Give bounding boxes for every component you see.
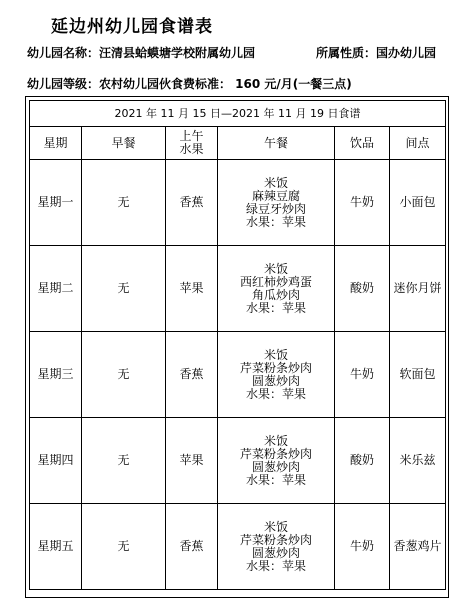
table-row (30, 418, 446, 504)
header-day: 星期 (30, 127, 82, 160)
table-caption: 2021 年 11 月 15 日—2021 年 11 月 19 日食谱 (30, 101, 446, 127)
cell-snack: 小面包 (390, 160, 446, 246)
cell-morning-fruit: 香蕉 (166, 504, 218, 590)
lunch-item: 圆葱炒肉 (251, 545, 300, 560)
lunch-item: 芹菜粉条炒肉 (239, 532, 312, 547)
cell-lunch (218, 504, 335, 590)
cell-breakfast: 无 (82, 246, 166, 332)
lunch-item: 米饭 (263, 261, 288, 276)
table-row (30, 246, 446, 332)
page-title: 延边州幼儿园食谱表 (51, 17, 213, 37)
cell-snack: 香葱鸡片 (390, 504, 446, 590)
cell-lunch (218, 332, 335, 418)
lunch-item: 角瓜炒肉 (251, 287, 300, 302)
header-fruit-line1: 上午 (179, 129, 204, 143)
cell-lunch (218, 246, 335, 332)
kindergarten-name: 幼儿园名称：汪清县蛤蟆塘学校附属幼儿园 (27, 46, 256, 60)
lunch-item: 米饭 (263, 347, 288, 362)
cell-drink: 牛奶 (335, 160, 390, 246)
lunch-item: 芹菜粉条炒肉 (239, 360, 312, 375)
cell-morning-fruit: 香蕉 (166, 332, 218, 418)
lunch-item: 米饭 (263, 175, 288, 190)
cell-day: 星期二 (30, 246, 82, 332)
lunch-item: 米饭 (263, 433, 288, 448)
cell-morning-fruit: 苹果 (166, 418, 218, 504)
cell-drink: 酸奶 (335, 418, 390, 504)
cell-breakfast: 无 (82, 332, 166, 418)
table-caption-row (30, 101, 446, 127)
lunch-item: 水果：苹果 (245, 300, 306, 315)
header-fruit-line2: 水果 (179, 142, 204, 156)
cell-morning-fruit: 香蕉 (166, 160, 218, 246)
ownership-type: 所属性质：国办幼儿园 (316, 46, 437, 60)
header-snack: 间点 (390, 127, 446, 160)
cell-snack: 米乐兹 (390, 418, 446, 504)
cell-lunch (218, 418, 335, 504)
cell-day: 星期五 (30, 504, 82, 590)
lunch-item: 水果：苹果 (245, 386, 306, 401)
cell-lunch (218, 160, 335, 246)
lunch-item: 圆葱炒肉 (251, 459, 300, 474)
header-lunch: 午餐 (218, 127, 335, 160)
cell-snack: 软面包 (390, 332, 446, 418)
cell-breakfast: 无 (82, 504, 166, 590)
table-row (30, 504, 446, 590)
lunch-item: 圆葱炒肉 (251, 373, 300, 388)
header-breakfast: 早餐 (82, 127, 166, 160)
lunch-item: 水果：苹果 (245, 214, 306, 229)
menu-table (29, 100, 446, 590)
lunch-item: 米饭 (263, 519, 288, 534)
grade-and-fee-standard: 幼儿园等级：农村幼儿园伙食费标准： 160 元/月(一餐三点) (27, 77, 352, 91)
lunch-item: 水果：苹果 (245, 472, 306, 487)
cell-drink: 牛奶 (335, 332, 390, 418)
lunch-item: 水果：苹果 (245, 558, 306, 573)
lunch-item: 西红柿炒鸡蛋 (239, 274, 312, 289)
lunch-item: 芹菜粉条炒肉 (239, 446, 312, 461)
cell-day: 星期一 (30, 160, 82, 246)
cell-snack: 迷你月饼 (390, 246, 446, 332)
lunch-item: 绿豆牙炒肉 (245, 201, 306, 216)
table-row (30, 160, 446, 246)
table-row (30, 332, 446, 418)
table-header-row (30, 127, 446, 160)
cell-day: 星期三 (30, 332, 82, 418)
header-drink: 饮品 (335, 127, 390, 160)
header-morning-fruit (166, 127, 218, 160)
cell-drink: 酸奶 (335, 246, 390, 332)
cell-breakfast: 无 (82, 418, 166, 504)
cell-drink: 牛奶 (335, 504, 390, 590)
lunch-item: 麻辣豆腐 (251, 188, 300, 203)
cell-morning-fruit: 苹果 (166, 246, 218, 332)
cell-day: 星期四 (30, 418, 82, 504)
cell-breakfast: 无 (82, 160, 166, 246)
